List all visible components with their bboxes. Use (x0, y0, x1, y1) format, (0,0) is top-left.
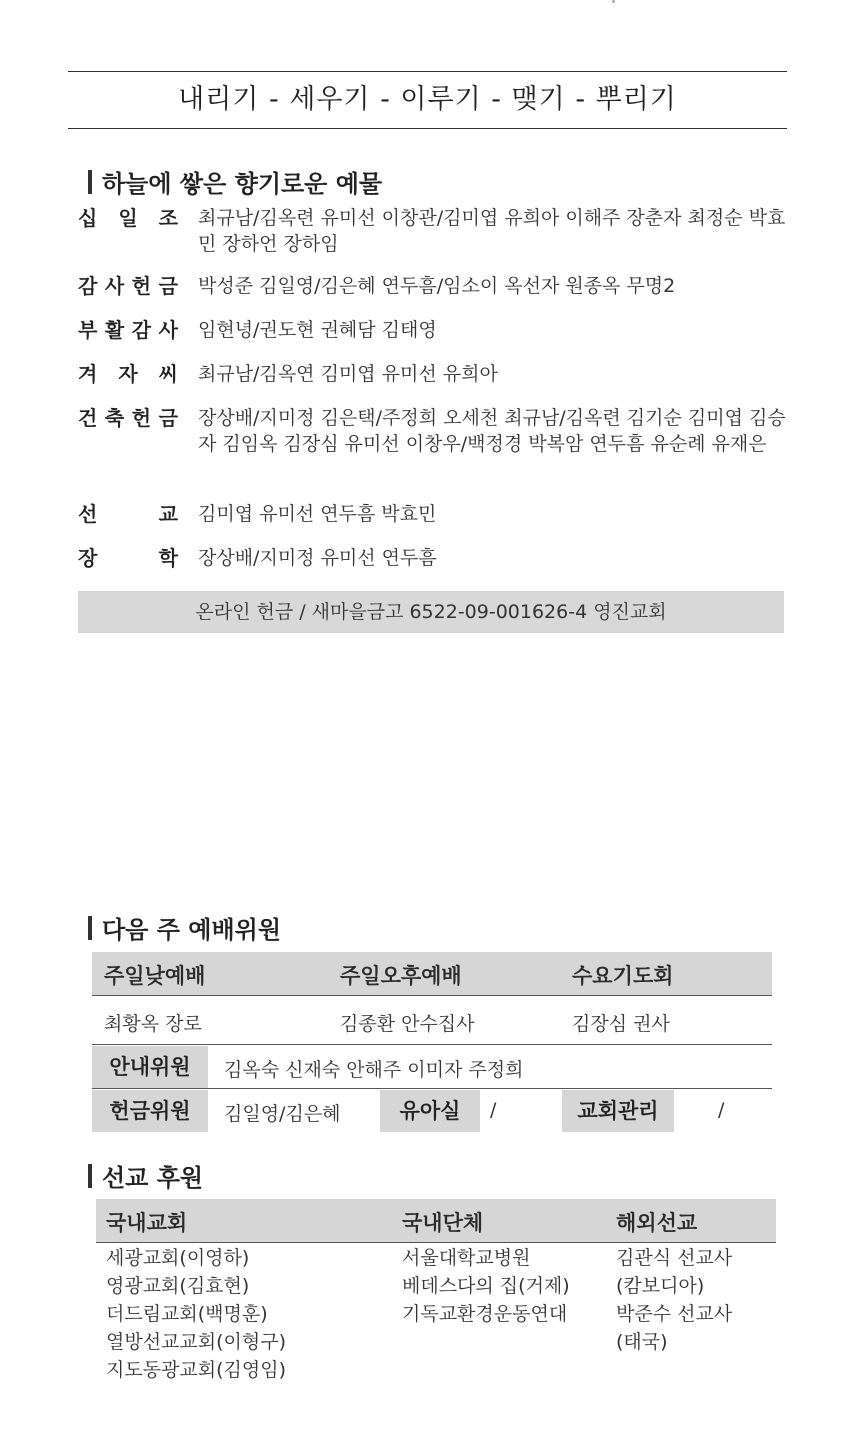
offering-row (78, 361, 790, 387)
offering-type-label (78, 361, 178, 387)
mission-header-domestic-churches: 국내교회 (106, 1211, 188, 1235)
domestic-church-item: 영광교회(김효현) (106, 1275, 250, 1297)
offering-type-label (78, 545, 178, 571)
overseas-missions-list (616, 1244, 732, 1356)
domestic-church-item: 지도동광교회(김영임) (106, 1359, 287, 1381)
banner-top-rule (68, 71, 787, 72)
offering-type-char: 조 (158, 206, 178, 230)
offering-type-char: 선 (78, 502, 98, 526)
domestic-org-item: 베데스다의 집(거제) (402, 1275, 570, 1297)
offering-type-label (78, 205, 178, 257)
offerings-section-title (88, 164, 382, 199)
offering-type-label (78, 405, 178, 457)
offering-committee-names: 김일영/김은혜 (224, 1103, 341, 1125)
mission-header-domestic-orgs: 국내단체 (402, 1211, 484, 1235)
mission-title-text: 선교 후원 (102, 1164, 204, 1192)
offering-type-char: 금 (158, 406, 178, 430)
banner-motto: 내리기 - 세우기 - 이루기 - 맺기 - 뿌리기 (178, 84, 677, 115)
domestic-orgs-list (402, 1244, 570, 1328)
offering-row (78, 317, 790, 343)
offering-donor-names: 최규남/김옥연 김미엽 유미선 유희아 (198, 363, 498, 385)
offering-type-char: 금 (158, 274, 178, 298)
domestic-church-item: 세광교회(이영하) (106, 1247, 250, 1269)
offering-type-label (78, 501, 178, 527)
offering-type-char: 사 (158, 318, 178, 342)
offering-row (78, 501, 790, 527)
usher-rule (92, 1088, 772, 1089)
overseas-mission-item: 김관식 선교사 (616, 1247, 733, 1269)
overseas-mission-item: (캄보디아) (616, 1275, 705, 1297)
domestic-churches-list (106, 1244, 286, 1384)
offering-type-char: 감 (131, 318, 152, 342)
offering-type-char: 감 (78, 274, 98, 298)
mission-header-rule (96, 1242, 776, 1243)
offering-type-char: 씨 (158, 362, 178, 386)
offering-donor-names: 장상배/지미정 김은택/주정희 오세천 최규남/김옥련 김기순 김미엽 김승자 김임옥 김장심 유미선 이창우/백정경 박복암 연두흠 유순례 유재은 (198, 407, 786, 455)
offering-type-char: 겨 (78, 362, 98, 386)
offering-type-char: 활 (104, 318, 125, 342)
worship-header-wednesday: 수요기도회 (572, 964, 674, 988)
mission-section-title (88, 1158, 203, 1193)
usher-names: 김옥숙 신재숙 안해주 이미자 주정희 (224, 1059, 524, 1081)
nursery-value: / (490, 1099, 497, 1121)
offering-type-char: 헌 (131, 274, 152, 298)
church-management-label: 교회관리 (562, 1090, 674, 1132)
offering-type-char: 자 (118, 362, 138, 386)
worship-header-rule (92, 995, 772, 996)
offering-donor-names: 장상배/지미정 유미선 연두흠 (198, 547, 437, 569)
church-management-value: / (718, 1099, 725, 1121)
leaders-rule (92, 1044, 772, 1045)
domestic-org-item: 서울대학교병원 (402, 1247, 531, 1269)
offering-type-label (78, 273, 178, 299)
domestic-church-item: 열방선교교회(이형구) (106, 1331, 287, 1353)
mission-header-overseas: 해외선교 (616, 1211, 698, 1235)
leader-sunday-afternoon: 김종환 안수집사 (340, 1013, 475, 1035)
offering-donor-names: 임현녕/권도현 권혜담 김태영 (198, 319, 437, 341)
domestic-church-item: 더드림교회(백명훈) (106, 1303, 268, 1325)
offering-type-char: 십 (78, 206, 98, 230)
usher-label: 안내위원 (92, 1046, 208, 1088)
offering-type-char: 건 (78, 406, 98, 430)
section-marker (88, 916, 92, 940)
offerings-title-text: 하늘에 쌓은 향기로운 예물 (102, 170, 383, 198)
scan-speck (612, 0, 615, 3)
offering-row (78, 205, 790, 257)
offering-type-char: 축 (104, 406, 125, 430)
leader-sunday-morning: 최황옥 장로 (104, 1013, 202, 1035)
worship-header-sunday-morning: 주일낮예배 (104, 964, 206, 988)
offering-type-char: 사 (104, 274, 125, 298)
offering-type-char: 부 (78, 318, 98, 342)
offering-row (78, 405, 790, 457)
offering-type-char: 일 (118, 206, 138, 230)
leader-wednesday: 김장심 권사 (572, 1013, 670, 1035)
banner-bottom-rule (68, 128, 787, 129)
offering-row (78, 545, 790, 571)
offering-type-char: 헌 (131, 406, 152, 430)
offering-donor-names: 김미엽 유미선 연두흠 박효민 (198, 503, 437, 525)
online-offering-account: 온라인 헌금 / 새마을금고 6522-09-001626-4 영진교회 (78, 591, 784, 633)
overseas-mission-item: 박준수 선교사 (616, 1303, 733, 1325)
worship-title-text: 다음 주 예배위원 (102, 916, 281, 944)
offering-donor-names: 박성준 김일영/김은혜 연두흠/임소이 옥선자 원종옥 무명2 (198, 275, 676, 297)
offering-type-label (78, 317, 178, 343)
offering-type-char: 장 (78, 546, 98, 570)
overseas-mission-item: (태국) (616, 1331, 668, 1353)
section-marker (88, 170, 92, 194)
offering-row (78, 273, 790, 299)
offering-type-char: 교 (158, 502, 178, 526)
offering-committee-label: 헌금위원 (92, 1090, 208, 1132)
worship-section-title (88, 910, 281, 945)
worship-header-sunday-afternoon: 주일오후예배 (340, 964, 462, 988)
offering-donor-names: 최규남/김옥련 유미선 이창관/김미엽 유희아 이해주 장춘자 최정순 박효민 장하언 장하임 (198, 207, 786, 255)
offering-type-char: 학 (158, 546, 178, 570)
section-marker (88, 1164, 92, 1188)
domestic-org-item: 기독교환경운동연대 (402, 1303, 568, 1325)
nursery-label: 유아실 (380, 1090, 480, 1132)
